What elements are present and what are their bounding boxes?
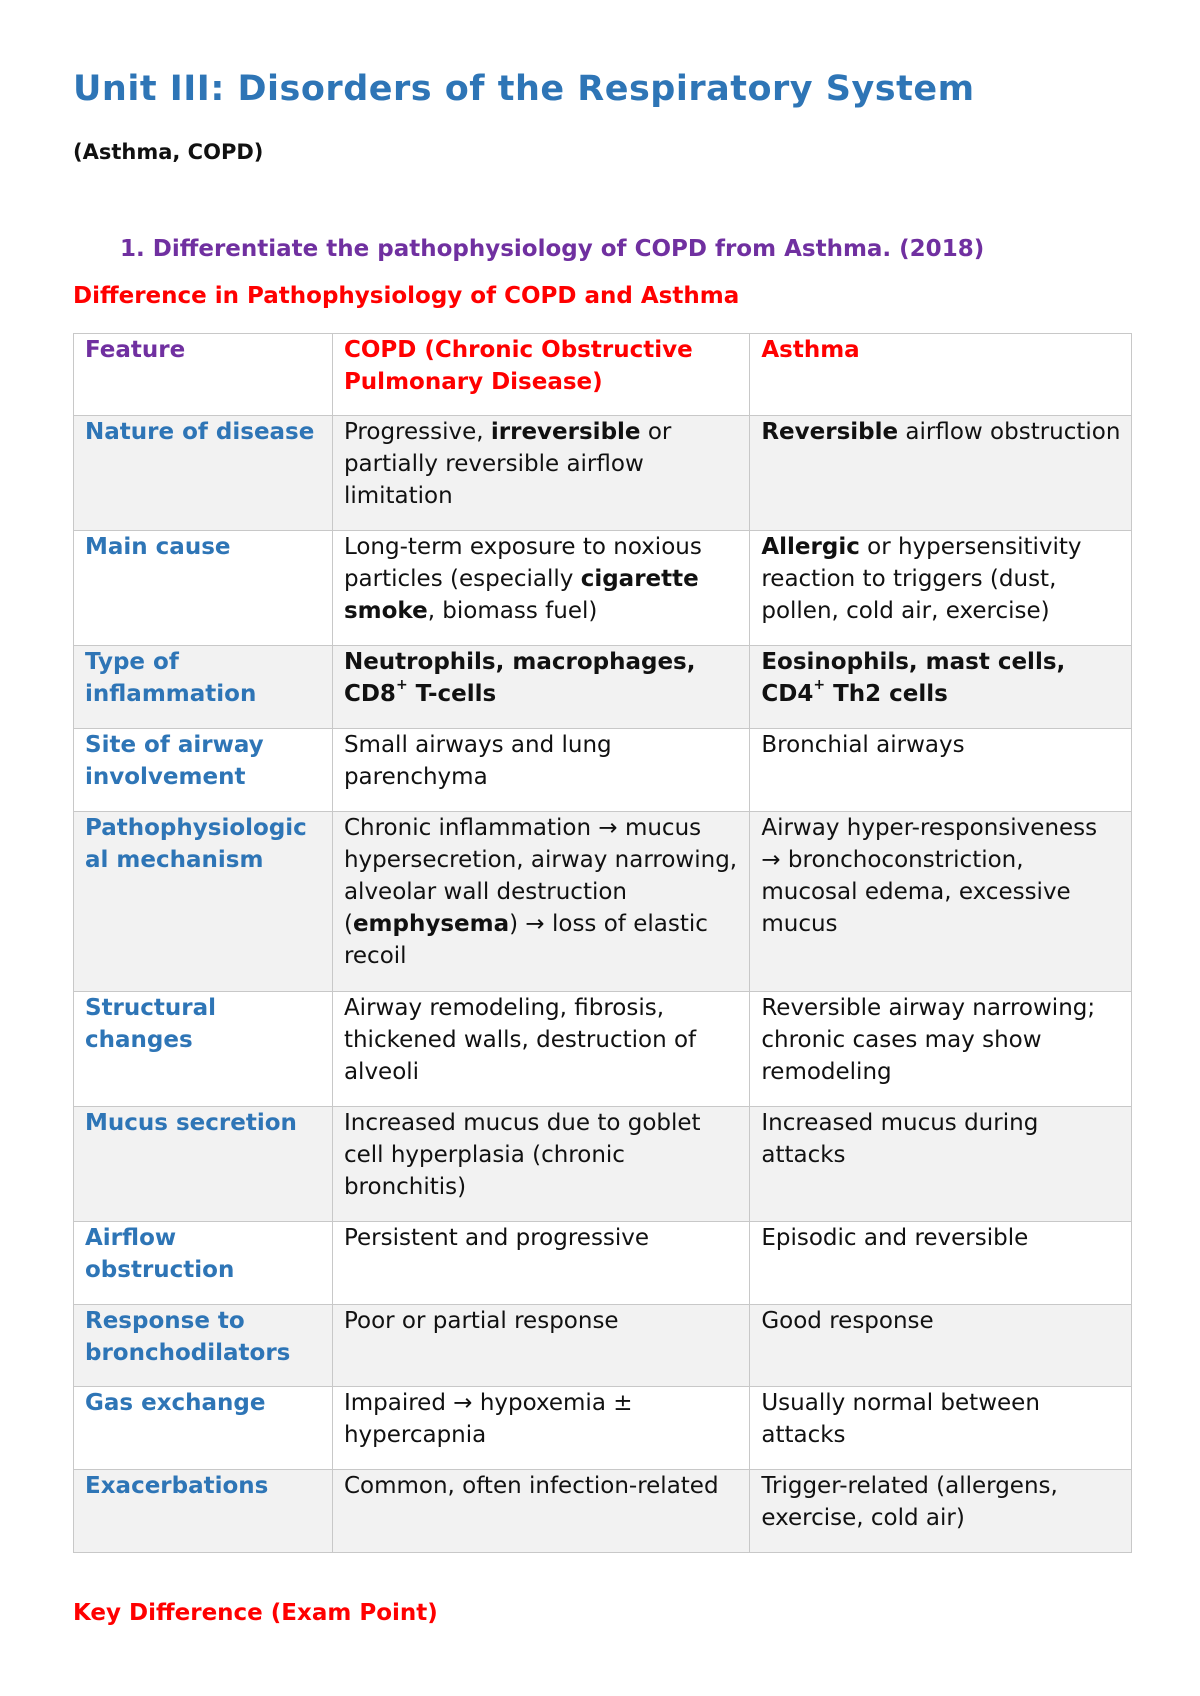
table-row [74, 729, 1132, 812]
row-copd: Airway remodeling, fibrosis, thickened walls, destruction of alveoli [332, 992, 749, 1107]
question-heading: 1. Differentiate the pathophysiology of COPD from Asthma. (2018) [120, 236, 985, 262]
row-feature: Gas exchange [74, 1387, 333, 1470]
table-row [74, 531, 1132, 646]
table-row [74, 1305, 1132, 1387]
header-copd: COPD (Chronic Obstructive Pulmonary Disease) [332, 334, 749, 416]
row-feature: Exacerbations [74, 1470, 333, 1553]
table-row [74, 1107, 1132, 1222]
row-feature: Response to bronchodilators [74, 1305, 333, 1387]
table-row [74, 992, 1132, 1107]
header-asthma: Asthma [750, 334, 1132, 416]
table-row [74, 1387, 1132, 1470]
row-asthma: Episodic and reversible [750, 1222, 1132, 1305]
row-asthma: Allergic or hypersensitivity reaction to triggers (dust, pollen, cold air, exercise) [750, 531, 1132, 646]
row-copd: Common, often infection-related [332, 1470, 749, 1553]
table-row [74, 1222, 1132, 1305]
row-asthma: Eosinophils, mast cells, CD4+ Th2 cells [750, 646, 1132, 729]
row-feature: Type of inflammation [74, 646, 333, 729]
row-asthma: Airway hyper-responsiveness → bronchoconstriction, mucosal edema, excessive mucus [750, 812, 1132, 992]
row-feature: Main cause [74, 531, 333, 646]
row-asthma: Reversible airway narrowing; chronic cases may show remodeling [750, 992, 1132, 1107]
row-feature: Pathophysiologic al mechanism [74, 812, 333, 992]
key-difference-heading: Key Difference (Exam Point) [73, 1600, 438, 1626]
table-row [74, 1470, 1132, 1553]
row-asthma: Increased mucus during attacks [750, 1107, 1132, 1222]
row-copd: Progressive, irreversible or partially reversible airflow limitation [332, 416, 749, 531]
table-row [74, 416, 1132, 531]
row-copd: Chronic inflammation → mucus hypersecretion, airway narrowing, alveolar wall destruction (emphysema) → loss of elastic recoil [332, 812, 749, 992]
row-feature: Airflow obstruction [74, 1222, 333, 1305]
row-feature: Nature of disease [74, 416, 333, 531]
row-asthma: Good response [750, 1305, 1132, 1387]
section-title: Difference in Pathophysiology of COPD and Asthma [73, 283, 740, 309]
row-asthma: Usually normal between attacks [750, 1387, 1132, 1470]
row-copd: Impaired → hypoxemia ± hypercapnia [332, 1387, 749, 1470]
table-row [74, 646, 1132, 729]
row-copd: Small airways and lung parenchyma [332, 729, 749, 812]
row-copd: Neutrophils, macrophages, CD8+ T-cells [332, 646, 749, 729]
row-feature: Mucus secretion [74, 1107, 333, 1222]
document-title: Unit III: Disorders of the Respiratory System [73, 69, 975, 109]
row-copd: Poor or partial response [332, 1305, 749, 1387]
document-subtitle: (Asthma, COPD) [73, 140, 264, 164]
row-copd: Persistent and progressive [332, 1222, 749, 1305]
row-feature: Site of airway involvement [74, 729, 333, 812]
header-feature: Feature [74, 334, 333, 416]
comparison-table [73, 333, 1132, 1553]
row-copd: Increased mucus due to goblet cell hyperplasia (chronic bronchitis) [332, 1107, 749, 1222]
row-copd: Long-term exposure to noxious particles (especially cigarette smoke, biomass fuel) [332, 531, 749, 646]
table-row [74, 812, 1132, 992]
table-header-row [74, 334, 1132, 416]
row-feature: Structural changes [74, 992, 333, 1107]
row-asthma: Trigger-related (allergens, exercise, cold air) [750, 1470, 1132, 1553]
row-asthma: Reversible airflow obstruction [750, 416, 1132, 531]
row-asthma: Bronchial airways [750, 729, 1132, 812]
